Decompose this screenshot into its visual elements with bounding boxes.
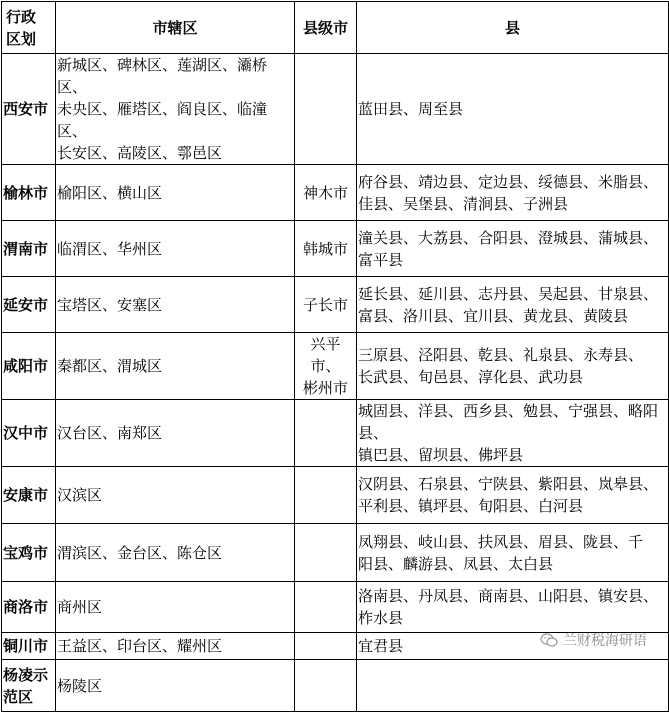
county-cities-cell — [295, 221, 357, 277]
districts-cell-line: 榆阳区、横山区 — [57, 183, 163, 202]
districts-cell-line: 长安区、高陵区、鄠邑区 — [57, 144, 223, 162]
region-name — [2, 660, 56, 712]
region-name: 宝鸡市 — [2, 524, 56, 582]
table-row — [2, 524, 669, 582]
counties-cell-line: 阳县、麟游县、凤县、太白县 — [358, 554, 554, 573]
region-name: 安康市 — [2, 467, 56, 524]
county-cities-cell-line: 神木市 — [302, 183, 348, 202]
districts-cell — [56, 333, 295, 400]
counties-cell-line: 镇巴县、留坝县、佛坪县 — [358, 446, 524, 464]
districts-cell — [56, 660, 295, 712]
table-row — [2, 400, 669, 467]
county-cities-cell-line: 兴平市、 — [310, 335, 341, 375]
counties-cell — [357, 277, 669, 333]
counties-cell-line: 长武县、旬邑县、淳化县、武功县 — [358, 368, 584, 386]
header-region-line1: 行政 — [6, 7, 37, 26]
region-name: 西安市 — [2, 54, 56, 165]
districts-cell-line: 未央区、雁塔区、阎良区、临潼区、 — [57, 100, 268, 140]
county-cities-cell — [295, 333, 357, 400]
table-row — [2, 582, 669, 633]
counties-cell — [357, 582, 669, 633]
table-row — [2, 467, 669, 524]
counties-cell — [357, 524, 669, 582]
districts-cell-line: 汉台区、南郑区 — [57, 424, 163, 442]
counties-cell-line: 凤翔县、岐山县、扶风县、眉县、陇县、千 — [358, 532, 644, 551]
county-cities-cell — [295, 633, 357, 660]
districts-cell — [56, 524, 295, 582]
counties-cell — [357, 467, 669, 524]
county-cities-cell — [295, 467, 357, 524]
counties-cell-line: 佳县、吴堡县、清涧县、子洲县 — [358, 194, 569, 213]
counties-cell — [357, 165, 669, 221]
table-row — [2, 221, 669, 277]
county-cities-cell — [295, 54, 357, 165]
county-cities-cell — [295, 277, 357, 333]
region-name: 榆林市 — [2, 165, 56, 221]
header-counties: 县 — [357, 2, 669, 54]
counties-cell-line: 柞水县 — [358, 609, 404, 627]
admin-division-table — [1, 1, 669, 712]
header-county-cities: 县级市 — [295, 2, 357, 54]
counties-cell-line: 蓝田县、周至县 — [358, 100, 464, 118]
region-name-line: 杨凌示 — [3, 665, 49, 684]
districts-cell-line: 渭滨区、金台区、陈仓区 — [57, 543, 223, 562]
header-region-line2: 区划 — [6, 29, 37, 48]
counties-cell-line: 延长县、延川县、志丹县、吴起县、甘泉县、 — [358, 284, 659, 303]
districts-cell — [56, 400, 295, 467]
counties-cell — [357, 660, 669, 712]
table-row — [2, 54, 669, 165]
county-cities-cell — [295, 400, 357, 467]
districts-cell — [56, 582, 295, 633]
counties-cell — [357, 221, 669, 277]
table-row — [2, 165, 669, 221]
districts-cell-line: 汉滨区 — [57, 486, 103, 504]
districts-cell — [56, 54, 295, 165]
wechat-icon — [540, 633, 558, 647]
counties-cell-line: 三原县、泾阳县、乾县、礼泉县、永寿县、 — [358, 346, 644, 364]
counties-cell-line: 洛南县、丹凤县、商南县、山阳县、镇安县、 — [358, 587, 659, 605]
districts-cell-line: 王益区、印台区、耀州区 — [57, 637, 223, 655]
region-name: 汉中市 — [2, 400, 56, 467]
table-row — [2, 660, 669, 712]
header-row — [2, 2, 669, 54]
county-cities-cell — [295, 165, 357, 221]
county-cities-cell — [295, 582, 357, 633]
header-region — [2, 2, 56, 54]
counties-cell-line: 富平县 — [358, 250, 404, 269]
counties-cell-line: 潼关县、大荔县、合阳县、澄城县、蒲城县、 — [358, 228, 659, 247]
counties-cell-line: 宜君县 — [358, 637, 404, 655]
counties-cell-line: 城固县、洋县、西乡县、勉县、宁强县、略阳县、 — [358, 402, 659, 442]
counties-cell-line: 富县、洛川县、宜川县、黄龙县、黄陵县 — [358, 306, 629, 325]
districts-cell-line: 宝塔区、安塞区 — [57, 295, 163, 314]
counties-cell-line: 汉阴县、石泉县、宁陕县、紫阳县、岚皋县、 — [358, 475, 659, 493]
districts-cell-line: 临渭区、华州区 — [57, 239, 163, 258]
region-name: 铜川市 — [2, 633, 56, 660]
region-name: 渭南市 — [2, 221, 56, 277]
districts-cell — [56, 221, 295, 277]
districts-cell-line: 商州区 — [57, 598, 103, 616]
districts-cell-line: 杨陵区 — [57, 676, 103, 695]
counties-cell-line: 平利县、镇坪县、旬阳县、白河县 — [358, 497, 584, 515]
region-name: 商洛市 — [2, 582, 56, 633]
county-cities-cell-line: 韩城市 — [302, 239, 348, 258]
counties-cell — [357, 333, 669, 400]
watermark — [540, 630, 647, 650]
districts-cell — [56, 633, 295, 660]
districts-cell — [56, 467, 295, 524]
watermark-text: 兰财税海研语 — [563, 633, 647, 649]
county-cities-cell-line: 子长市 — [302, 295, 348, 314]
county-cities-cell-line: 彬州市 — [302, 379, 348, 397]
table-row — [2, 277, 669, 333]
county-cities-cell — [295, 524, 357, 582]
region-name: 延安市 — [2, 277, 56, 333]
districts-cell-line: 秦都区、渭城区 — [57, 357, 163, 375]
districts-cell — [56, 165, 295, 221]
districts-cell-line: 新城区、碑林区、莲湖区、灞桥区、 — [57, 56, 268, 96]
county-cities-cell — [295, 660, 357, 712]
region-name-line: 范区 — [3, 687, 34, 706]
counties-cell-line: 府谷县、靖边县、定边县、绥德县、米脂县、 — [358, 172, 659, 191]
counties-cell — [357, 54, 669, 165]
region-name: 咸阳市 — [2, 333, 56, 400]
counties-cell — [357, 400, 669, 467]
districts-cell — [56, 277, 295, 333]
table-row — [2, 333, 669, 400]
header-districts: 市辖区 — [56, 2, 295, 54]
